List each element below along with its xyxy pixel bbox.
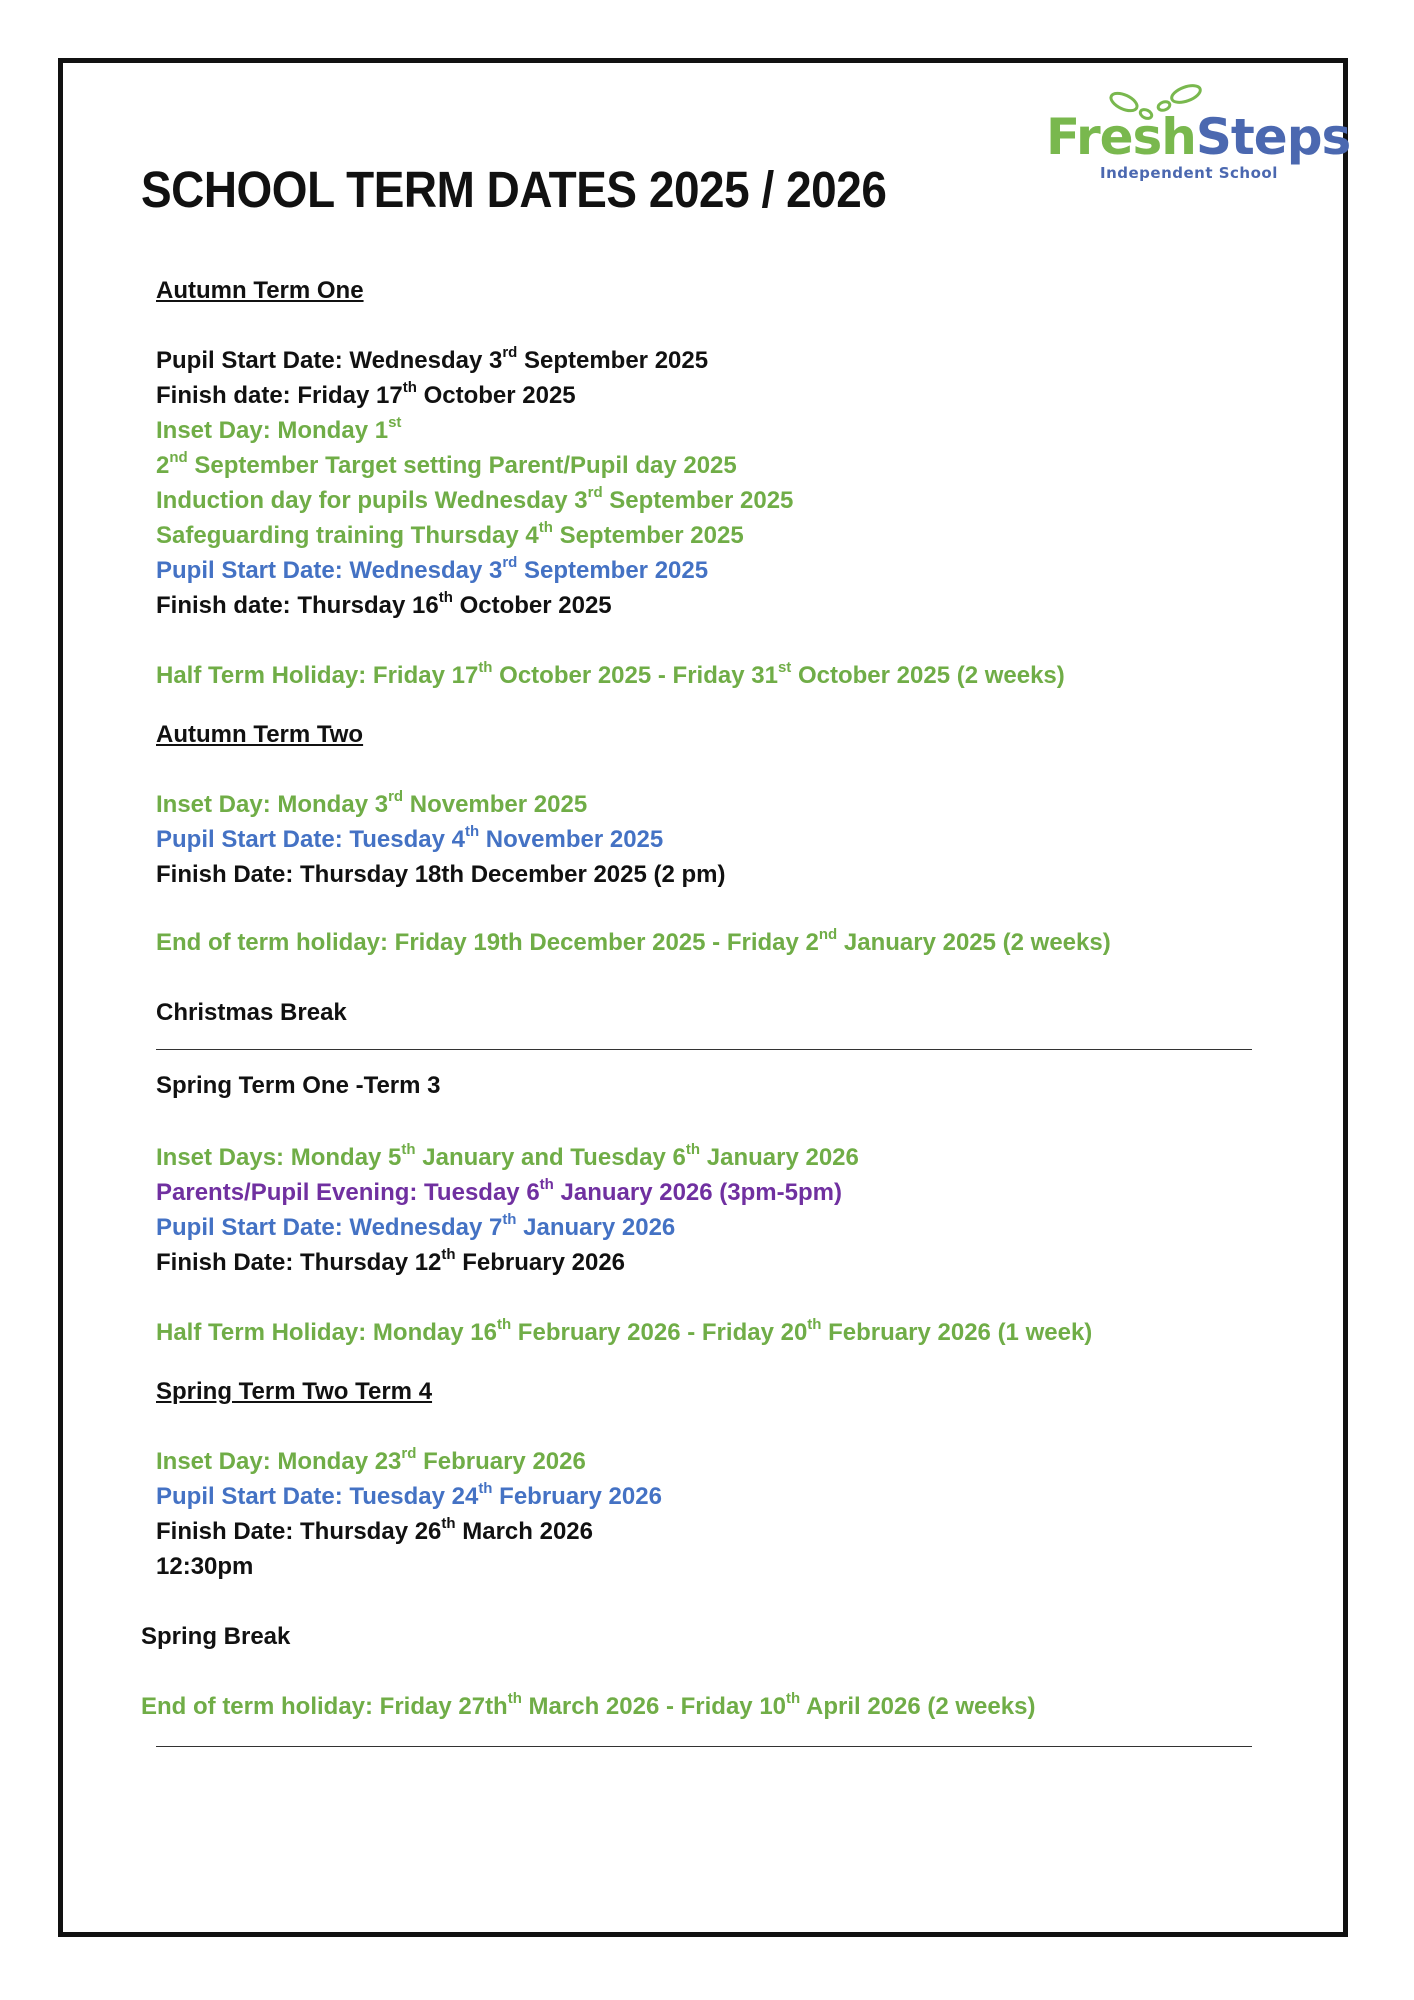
- autumn-one-safeguarding: Safeguarding training Thursday 4th September 2025: [156, 519, 744, 549]
- spring-one-pupil-start: Pupil Start Date: Wednesday 7th January 2026: [156, 1211, 676, 1241]
- spring-one-parents-evening: Parents/Pupil Evening: Tuesday 6th January 2026 (3pm-5pm): [156, 1176, 842, 1206]
- spring-two-pupil-start: Pupil Start Date: Tuesday 24th February 2026: [156, 1480, 662, 1510]
- page-title: SCHOOL TERM DATES 2025 / 2026: [141, 161, 887, 218]
- section-heading-autumn-two: Autumn Term Two: [156, 721, 364, 748]
- autumn-one-pupil-start: Pupil Start Date: Wednesday 3rd September 2025: [156, 344, 709, 374]
- spring-two-end-of-term-holiday: End of term holiday: Friday $27th^{th}$ March 2026 - Friday 10th April 2026 (2 weeks): [141, 1690, 1036, 1720]
- autumn-one-induction: Induction day for pupils Wednesday 3rd September 2025: [156, 484, 794, 514]
- section-heading-spring-two: Spring Term Two Term 4: [156, 1378, 433, 1405]
- autumn-one-pupil-start-2: Pupil Start Date: Wednesday 3rd September 2025: [156, 554, 709, 584]
- autumn-one-finish: Finish date: Friday 17th October 2025: [156, 379, 576, 409]
- divider: [156, 1049, 1252, 1050]
- spring-one-finish: Finish Date: Thursday 12th February 2026: [156, 1246, 626, 1276]
- autumn-one-finish-2: Finish date: Thursday 16th October 2025: [156, 589, 612, 619]
- section-heading-autumn-one: Autumn Term One: [156, 277, 364, 304]
- spring-two-inset: Inset Day: Monday 23rd February 2026: [156, 1445, 586, 1475]
- section-heading-spring-one: Spring Term One -Term 3: [156, 1072, 441, 1099]
- spring-break-label: Spring Break: [141, 1623, 291, 1650]
- autumn-two-finish: Finish Date: Thursday 18th December 2025 (2 pm): [156, 861, 726, 888]
- autumn-one-half-term-holiday: Half Term Holiday: Friday 17th October 2025 - Friday 31st October 2025 (2 weeks): [156, 659, 1065, 689]
- christmas-break-label: Christmas Break: [156, 999, 347, 1026]
- autumn-two-end-of-term-holiday: End of term holiday: Friday 19th December 2025 - Friday 2nd January 2025 (2 weeks): [156, 926, 1111, 956]
- spring-one-inset: Inset Days: Monday 5th January and Tuesday 6th January 2026: [156, 1141, 859, 1171]
- autumn-two-pupil-start: Pupil Start Date: Tuesday 4th November 2025: [156, 823, 664, 853]
- logo-tagline: Independent School: [1100, 164, 1278, 182]
- autumn-one-target-setting: 2nd September Target setting Parent/Pupil day 2025: [156, 449, 737, 479]
- school-logo: [1044, 80, 1351, 188]
- logo-wordmark: FreshSteps: [1046, 108, 1351, 166]
- autumn-one-inset: Inset Day: Monday 1st: [156, 414, 402, 444]
- spring-two-finish-time: 12:30pm: [156, 1553, 254, 1580]
- autumn-two-inset: Inset Day: Monday 3rd November 2025: [156, 788, 588, 818]
- spring-one-half-term-holiday: Half Term Holiday: Monday 16th February 2026 - Friday 20th February 2026 (1 week): [156, 1316, 1093, 1346]
- spring-two-finish: Finish Date: Thursday 26th March 2026: [156, 1515, 593, 1545]
- divider: [156, 1746, 1252, 1747]
